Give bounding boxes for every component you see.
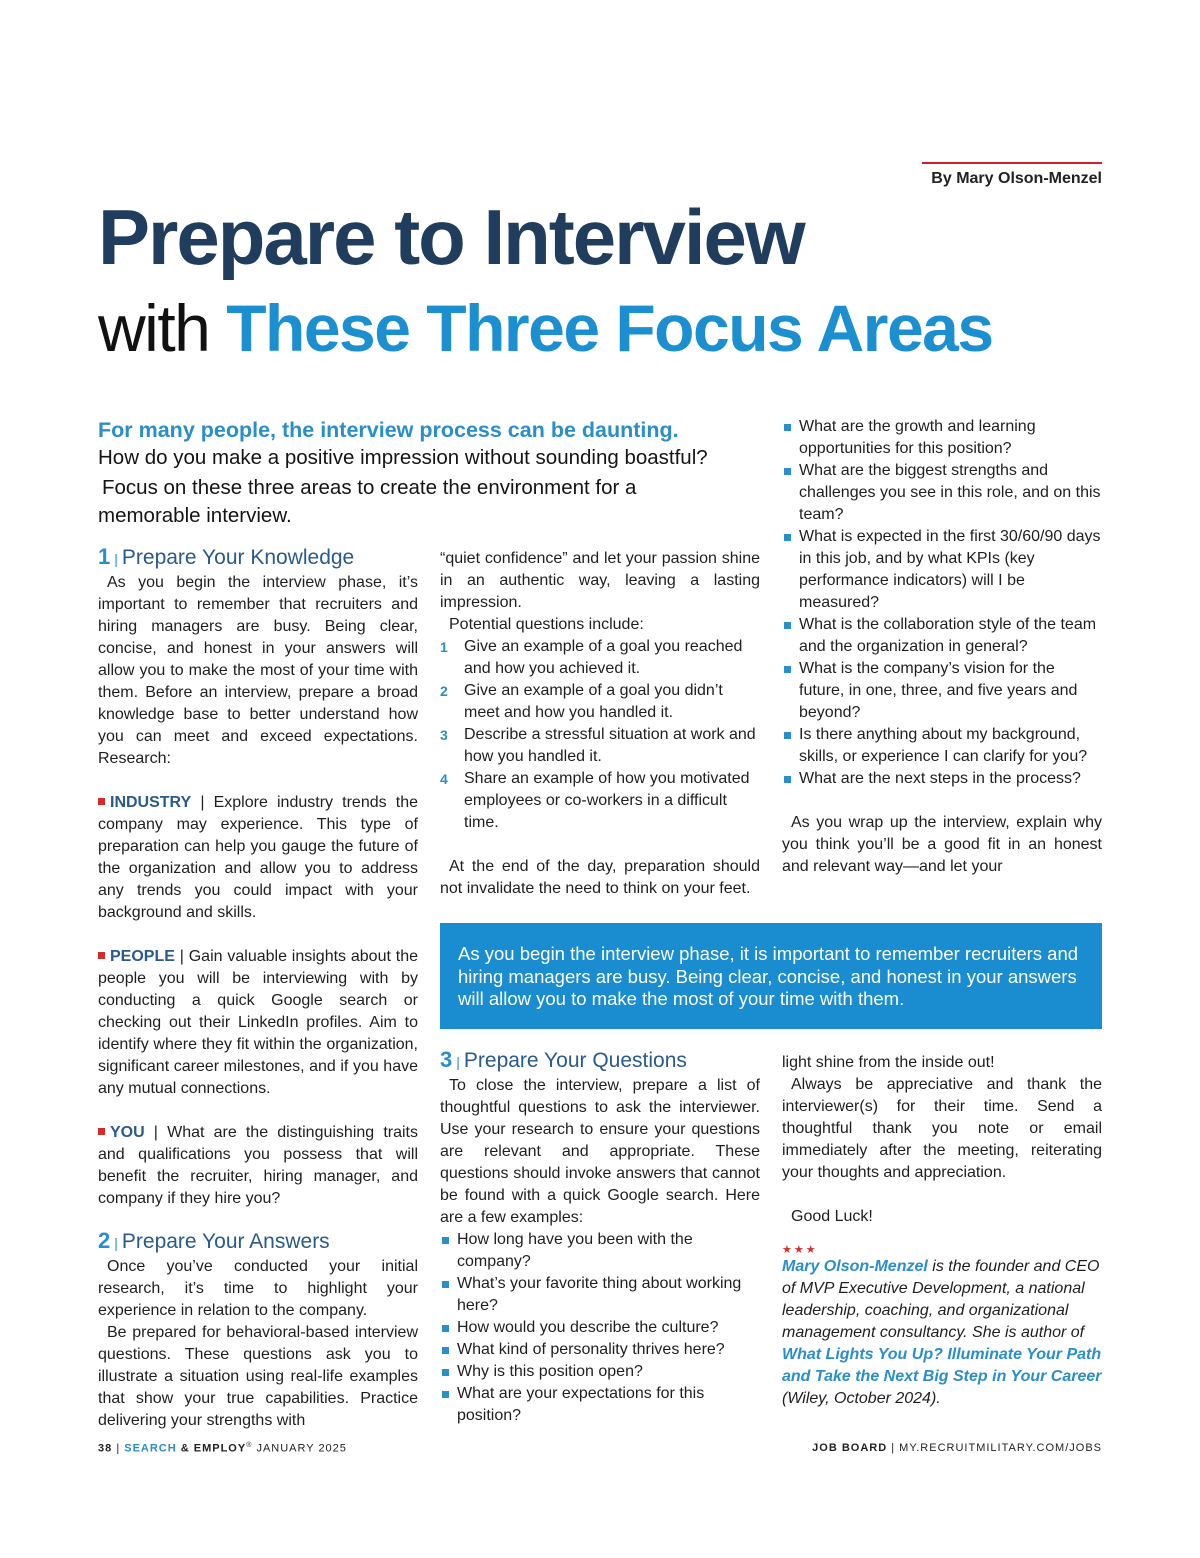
list-item: What is the company’s vision for the future, in one, three, and five years and beyond?: [782, 658, 1102, 724]
section-2-title: Prepare Your Answers: [121, 1230, 330, 1253]
section-2-paragraph-4: Potential questions include:: [449, 616, 644, 633]
byline: By Mary Olson-Menzel: [931, 170, 1102, 187]
list-item: What are your expectations for this position?: [440, 1383, 760, 1427]
publication-name: SEARCH: [124, 1442, 177, 1455]
right-column-top: [782, 416, 1102, 878]
section-3-number: 3: [440, 1047, 453, 1072]
stars-divider: ★★★: [782, 1244, 818, 1256]
headline-line-1: Prepare to Interview: [98, 193, 804, 281]
list-item: 3 Describe a stressful situation at work and how you handled it.: [440, 726, 756, 765]
list-item: What kind of personality thrives here?: [440, 1339, 760, 1361]
footer-right: JOB BOARD | MY.RECRUITMILITARY.COM/JOBS: [812, 1442, 1102, 1454]
list-item: 2 Give an example of a goal you didn’t meet and how you handled it.: [440, 682, 723, 721]
industry-text: Explore industry trends the company may experience. This type of preparation can help you gauge the future of the organization and allow you to address any trends you could impact with your background and skills.: [98, 794, 418, 921]
people-item: PEOPLE | Gain valuable insights about the people you will be interviewing with by conducting a quick Google search or checking out their LinkedIn profiles. Aim to identify where they fit within the organization, significant career milestones, and if you have any mutual connections.: [98, 948, 418, 1097]
you-item: YOU | What are the distinguishing traits and qualifications you possess that will benefit the recruiter, hiring manager, and company if they hire you?: [98, 1124, 418, 1207]
list-item: How long have you been with the company?: [440, 1229, 760, 1273]
section-3-paragraph: To close the interview, prepare a list of thoughtful questions to ask the interviewer. Use your research to ensure your questions are relevant and appropriate. These questions should invoke answers that cannot be found with a quick Google search. Here are a few examples:: [440, 1077, 760, 1226]
list-item: What are the growth and learning opportunities for this position?: [782, 416, 1102, 460]
industry-item: INDUSTRY | Explore industry trends the company may experience. This type of preparation can help you gauge the future of the organization and allow you to address any trends you could impact with your background and skills.: [98, 794, 418, 921]
example-questions-list: [440, 1229, 760, 1427]
wrap-up-paragraph: As you wrap up the interview, explain why you think you’ll be a good fit in an honest and relevant way—and let your: [782, 814, 1102, 875]
middle-column-top: [440, 548, 760, 900]
headline-lead-word: with: [98, 291, 210, 365]
section-2-heading: 2 | Prepare Your Answers: [98, 1228, 330, 1253]
footer-left: 38 | SEARCH & EMPLOY® JANUARY 2025: [98, 1442, 347, 1455]
list-item: How would you describe the culture?: [440, 1317, 760, 1339]
people-label: PEOPLE: [110, 948, 175, 965]
headline-line-2: [98, 290, 993, 366]
section-3-heading: 3 | Prepare Your Questions: [440, 1047, 687, 1072]
red-square-icon: [98, 1128, 105, 1135]
section-1-title: Prepare Your Knowledge: [121, 546, 355, 569]
publication-name-suffix: & EMPLOY: [180, 1442, 247, 1455]
list-item: 1 Give an example of a goal you reached and how you achieved it.: [440, 638, 743, 677]
intro: [98, 416, 768, 530]
section-1-heading: 1 | Prepare Your Knowledge: [98, 544, 355, 569]
issue-date: JANUARY 2025: [256, 1442, 347, 1455]
author-name: Mary Olson-Menzel: [782, 1258, 928, 1275]
you-label: YOU: [110, 1124, 145, 1141]
left-column: [98, 544, 418, 1432]
closing-line: light shine from the inside out!: [782, 1054, 995, 1071]
list-item: Is there anything about my background, skills, or experience I can clarify for you?: [782, 724, 1102, 768]
list-item: What is expected in the first 30/60/90 days in this job, and by what KPIs (key performance indicators) will I be measured?: [782, 526, 1102, 614]
interview-questions-list: [440, 636, 760, 834]
list-item: What is the collaboration style of the team and the organization in general?: [782, 614, 1102, 658]
right-column-bottom: [782, 1052, 1102, 1410]
section-1-paragraph: As you begin the interview phase, it’s important to remember that recruiters and hiring managers are busy. Being clear, concise, and honest in your answers will allow you to make the most of your time with them. Before an interview, prepare a broad knowledge base to better understand how you can meet and exceed expectations. Research:: [98, 574, 418, 767]
list-item: What’s your favorite thing about working here?: [440, 1273, 760, 1317]
section-2-paragraph-2: Be prepared for behavioral-based interview questions. These questions ask you to illustrate a situation using real-life examples that show your true capabilities. Practice delivering your strengths with: [98, 1324, 418, 1429]
people-text: Gain valuable insights about the people you will be interviewing with by conducting a quick Google search or checking out their LinkedIn profiles. Aim to identify where they fit within the organization, significant career milestones, and if you have any mutual connections.: [98, 948, 418, 1097]
book-title: What Lights You Up? Illuminate Your Path and Take the Next Big Step in Your Career: [782, 1346, 1102, 1385]
you-text: What are the distinguishing traits and qualifications you possess that will benefit the recruiter, hiring manager, and company if they hire you?: [98, 1124, 418, 1207]
byline-rule: [922, 162, 1102, 164]
section-3-title: Prepare Your Questions: [463, 1049, 687, 1072]
list-item: What are the biggest strengths and challenges you see in this role, and on this team?: [782, 460, 1102, 526]
candidate-questions-list: [782, 416, 1102, 790]
red-square-icon: [98, 952, 105, 959]
list-item: Why is this position open?: [440, 1361, 760, 1383]
section-1-number: 1: [98, 544, 111, 569]
industry-label: INDUSTRY: [110, 794, 192, 811]
section-label: JOB BOARD: [812, 1442, 888, 1454]
intro-line-3: Focus on these three areas to create the environment for a memorable interview.: [98, 476, 637, 527]
intro-lead: For many people, the interview process can be daunting.: [98, 418, 679, 442]
section-2-paragraph-3: “quiet confidence” and let your passion shine in an authentic way, leaving a lasting impression.: [440, 550, 760, 611]
good-luck: Good Luck!: [791, 1208, 873, 1225]
red-square-icon: [98, 798, 105, 805]
closing-paragraph: Always be appreciative and thank the interviewer(s) for their time. Send a thoughtful thank you note or email immediately after the meeting, reiterating your thoughts and appreciation.: [782, 1076, 1102, 1181]
section-2-number: 2: [98, 1228, 111, 1253]
middle-column-bottom: [440, 1047, 760, 1427]
section-2-paragraph-5: At the end of the day, preparation should not invalidate the need to think on your feet.: [440, 858, 760, 897]
pull-quote: As you begin the interview phase, it is important to remember recruiters and hiring managers are busy. Being clear, concise, and honest in your answers will allow you to make the most of your time with them.: [440, 923, 1102, 1029]
list-item: 4 Share an example of how you motivated employees or co-workers in a difficult time.: [440, 770, 750, 831]
list-item: What are the next steps in the process?: [782, 768, 1102, 790]
author-bio: Mary Olson-Menzel is the founder and CEO of MVP Executive Development, a national leadership, coaching, and organizational management consultancy. She is author of What Lights You Up? Illuminate Your Path and Take the Next Big Step in Your Career (Wiley, October 2024).: [782, 1258, 1102, 1407]
page-number: 38: [98, 1442, 113, 1455]
footer-url: MY.RECRUITMILITARY.COM/JOBS: [899, 1442, 1102, 1454]
headline-highlight: These Three Focus Areas: [226, 291, 993, 365]
intro-line-2: How do you make a positive impression without sounding boastful?: [98, 446, 708, 469]
section-2-paragraph-1: Once you’ve conducted your initial research, it’s time to highlight your experience in relation to the company.: [98, 1258, 418, 1319]
